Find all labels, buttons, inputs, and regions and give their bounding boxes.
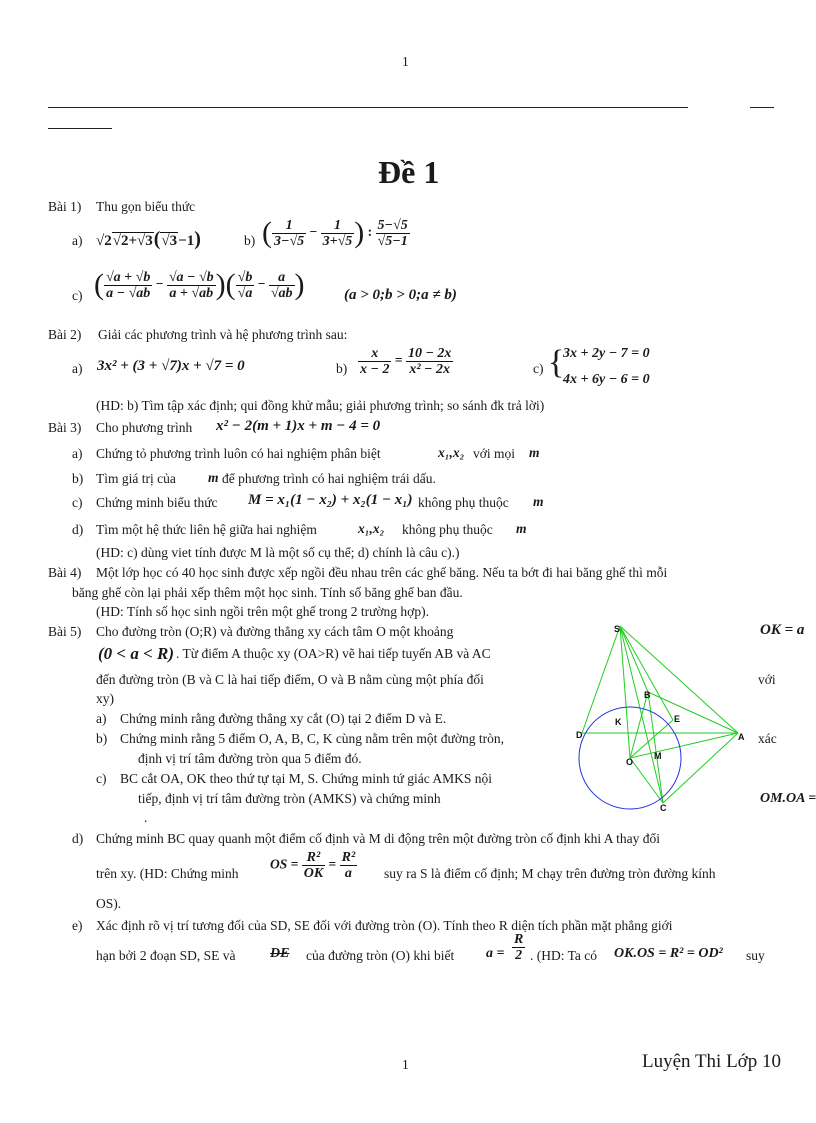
bai5-ok: OK = a — [760, 622, 805, 638]
bai3-d-label: d) — [72, 522, 84, 537]
header-rule-short — [48, 128, 112, 129]
bai5-d-os: OS = — [270, 856, 299, 872]
bai5-e-text2: hạn bởi 2 đoạn SD, SE và — [96, 948, 236, 963]
bai5-d-label: d) — [72, 831, 84, 846]
bai5-label: Bài 5) — [48, 624, 82, 639]
label-M: M — [654, 751, 662, 761]
bai3-a-text: Chứng tỏ phương trình luôn có hai nghiệm phân biệt — [96, 446, 381, 461]
bai3-d-vars: x₁,x₂ — [358, 521, 385, 536]
bai4-line2: băng ghế còn lại phải xếp thêm một học sinh. Tính số băng ghế ban đầu. — [72, 585, 463, 600]
bai1-text: Thu gọn biểu thức — [96, 199, 196, 214]
bai2-text: Giải các phương trình và hệ phương trình sau: — [98, 327, 348, 342]
bai1-b-expr: ( $\frac{1}{3-√5}$ − $\frac{1}{3+√5}$ ) : $\frac{5-√5}{√5-1}$ — [262, 216, 408, 249]
label-D: D — [576, 730, 583, 740]
bai3-equation: x² − 2(m + 1)x + m − 4 = 0 — [216, 418, 381, 434]
label-K: K — [615, 717, 622, 727]
bai5-b-label: b) — [96, 731, 108, 746]
bai5-b-text2: định vị trí tâm đường tròn qua 5 điểm đó. — [138, 751, 362, 766]
bai5-line3: đến đường tròn (B và C là hai tiếp điểm, O và B nằm cùng một phía đối — [96, 672, 484, 687]
label-B: B — [644, 690, 651, 700]
bai5-cond: (0 < a < R) — [98, 644, 175, 663]
bai1-c-label: c) — [72, 288, 83, 303]
figure-lines — [582, 626, 738, 803]
bai1-b-label: b) — [244, 233, 256, 248]
bai3-hint: (HD: c) dùng viet tính được M là một số cụ thể; d) chính là câu c).) — [96, 545, 460, 560]
header-rule — [48, 107, 688, 108]
bai3-text: Cho phương trình — [96, 420, 193, 435]
bai5-e-frac: $\frac{R}{2}$ — [514, 932, 524, 963]
page-title: Đề 1 — [378, 154, 440, 190]
bai5-d-expr: OS = $\frac{\text{R²}}{OK}$ = $\frac{\text{R²}}{a}$ — [270, 850, 356, 881]
bai3-a-vars: x₁,x₂ — [438, 445, 465, 460]
bai5-c-text2: tiếp, định vị trí tâm đường tròn (AMKS) và chứng minh — [138, 791, 441, 806]
bai5-a-text: Chứng minh rằng đường thẳng xy cắt (O) tại 2 điểm D và E. — [120, 711, 447, 726]
footer-page-number: 1 — [402, 1057, 409, 1072]
bai2-a-label: a) — [72, 361, 83, 376]
bai5-e-label: e) — [72, 918, 83, 933]
label-C: C — [660, 803, 667, 812]
bai3-c-label: c) — [72, 495, 83, 510]
bai5-d-post: suy ra S là điểm cố định; M chạy trên đường tròn đường kính — [384, 866, 716, 881]
bai5-c-omoa: OM.OA = — [760, 791, 816, 806]
bai5-voi: với — [758, 672, 776, 687]
bai5-d-text3: OS). — [96, 896, 122, 911]
label-A: A — [738, 732, 745, 742]
bai1-c-expr: ( $\frac{√a + √b}{a - √ab}$ − $\frac{√a - √b}{a + √ab}$ )( $\frac{√b}{√a}$ − $\frac{a}{√ab}$ ) — [94, 268, 305, 301]
bai4-label: Bài 4) — [48, 565, 82, 580]
bai3-c-m: m — [533, 494, 544, 509]
bai3-a-m: m — [529, 445, 540, 460]
bai5-e-text1: Xác định rõ vị trí tương đối của SD, SE đối với đường tròn (O). Tính theo R diện tích phần mặt phẳng giới — [96, 918, 673, 933]
bai2-c-eq1: 3x + 2y − 7 = 0 — [563, 346, 650, 361]
bai2-a-expr: 3x² + (3 + √7)x + √7 = 0 — [97, 358, 245, 374]
bai5-e-post: . (HD: Ta có — [530, 948, 598, 963]
bai2-c-eq2: 4x + 6y − 6 = 0 — [563, 372, 650, 387]
footer-title: Luyện Thi Lớp 10 — [642, 1051, 781, 1072]
bai3-b-text: Tìm giá trị của — [96, 471, 176, 486]
bai5-b-xac: xác — [758, 731, 777, 746]
bai3-c-expr: M = x₁(1 − x₂) + x₂(1 − x₁) — [248, 492, 413, 508]
bai5-c-label: c) — [96, 771, 107, 786]
bai3-d-text: Tìm một hệ thức liên hệ giữa hai nghiệm — [96, 522, 317, 537]
bai3-b-label: b) — [72, 471, 84, 486]
bai3-a-post: với mọi — [473, 446, 516, 461]
bai4-line1: Một lớp học có 40 học sinh được xếp ngồi đều nhau trên các ghế băng. Nếu ta bớt đi hai băng ghế thì mỗi — [96, 565, 668, 580]
bai1-c-condition: (a > 0;b > 0;a ≠ b) — [344, 287, 457, 303]
bai2-c-brace: { — [548, 344, 565, 381]
header-rule-right — [750, 107, 774, 108]
bai5-e-mid: của đường tròn (O) khi biết — [306, 948, 455, 963]
label-E: E — [674, 714, 681, 724]
bai3-d-post: không phụ thuộc — [402, 522, 493, 537]
bai5-d-text2: trên xy. (HD: Chứng minh — [96, 866, 239, 881]
bai5-line2: . Từ điểm A thuộc xy (OA>R) vẽ hai tiếp tuyến AB và AC — [176, 646, 491, 661]
bai2-c-label: c) — [533, 361, 544, 376]
bai5-d-text1: Chứng minh BC quay quanh một điểm cố định và M di động trên một đường tròn cố định khi A thay đổi — [96, 831, 660, 846]
bai3-b-post: để phương trình có hai nghiệm trái dấu. — [222, 471, 436, 486]
geometry-figure — [568, 618, 754, 812]
bai5-e-expr: OK.OS = R² = OD² — [614, 946, 723, 961]
bai5-c-dot: . — [144, 810, 148, 825]
bai3-c-post: không phụ thuộc — [418, 495, 509, 510]
label-S: S — [614, 624, 621, 634]
bai1-a-label: a) — [72, 233, 83, 248]
bai2-label: Bài 2) — [48, 327, 82, 342]
bai1-label: Bài 1) — [48, 199, 82, 214]
label-O: O — [626, 757, 634, 767]
bai3-c-text: Chứng minh biểu thức — [96, 495, 218, 510]
bai5-e-suy: suy — [746, 948, 765, 963]
bai1-a-expr: √2√2+√3(√3−1) — [96, 228, 201, 250]
bai3-label: Bài 3) — [48, 420, 82, 435]
bai5-c-text1: BC cắt OA, OK theo thứ tự tại M, S. Chứng minh tứ giác AMKS nội — [120, 771, 493, 786]
bai5-a-label: a) — [96, 711, 107, 726]
bai5-line1: Cho đường tròn (O;R) và đường thẳng xy cách tâm O một khoảng — [96, 624, 454, 639]
bai2-b-expr: $\frac{x}{x - 2}$ = $\frac{10 - 2x}{\text{x² − 2x}}$ — [360, 346, 452, 377]
bai4-hint: (HD: Tính số học sinh ngồi trên một ghế trong 2 trường hợp). — [96, 604, 429, 619]
bai3-a-label: a) — [72, 446, 83, 461]
bai3-d-m: m — [516, 521, 527, 536]
bai2-hint: (HD: b) Tìm tập xác định; qui đồng khử mẫu; giải phương trình; so sánh đk trả lời) — [96, 398, 545, 413]
bai3-b-m: m — [208, 470, 219, 485]
header-page-number: 1 — [402, 54, 409, 69]
bai5-e-a: a = — [486, 946, 505, 961]
bai5-b-text1: Chứng minh rằng 5 điểm O, A, B, C, K cùng nằm trên một đường tròn, — [120, 731, 504, 746]
bai5-line4: xy) — [96, 691, 114, 706]
bai2-b-label: b) — [336, 361, 348, 376]
bai5-e-arc: DE — [270, 946, 290, 961]
